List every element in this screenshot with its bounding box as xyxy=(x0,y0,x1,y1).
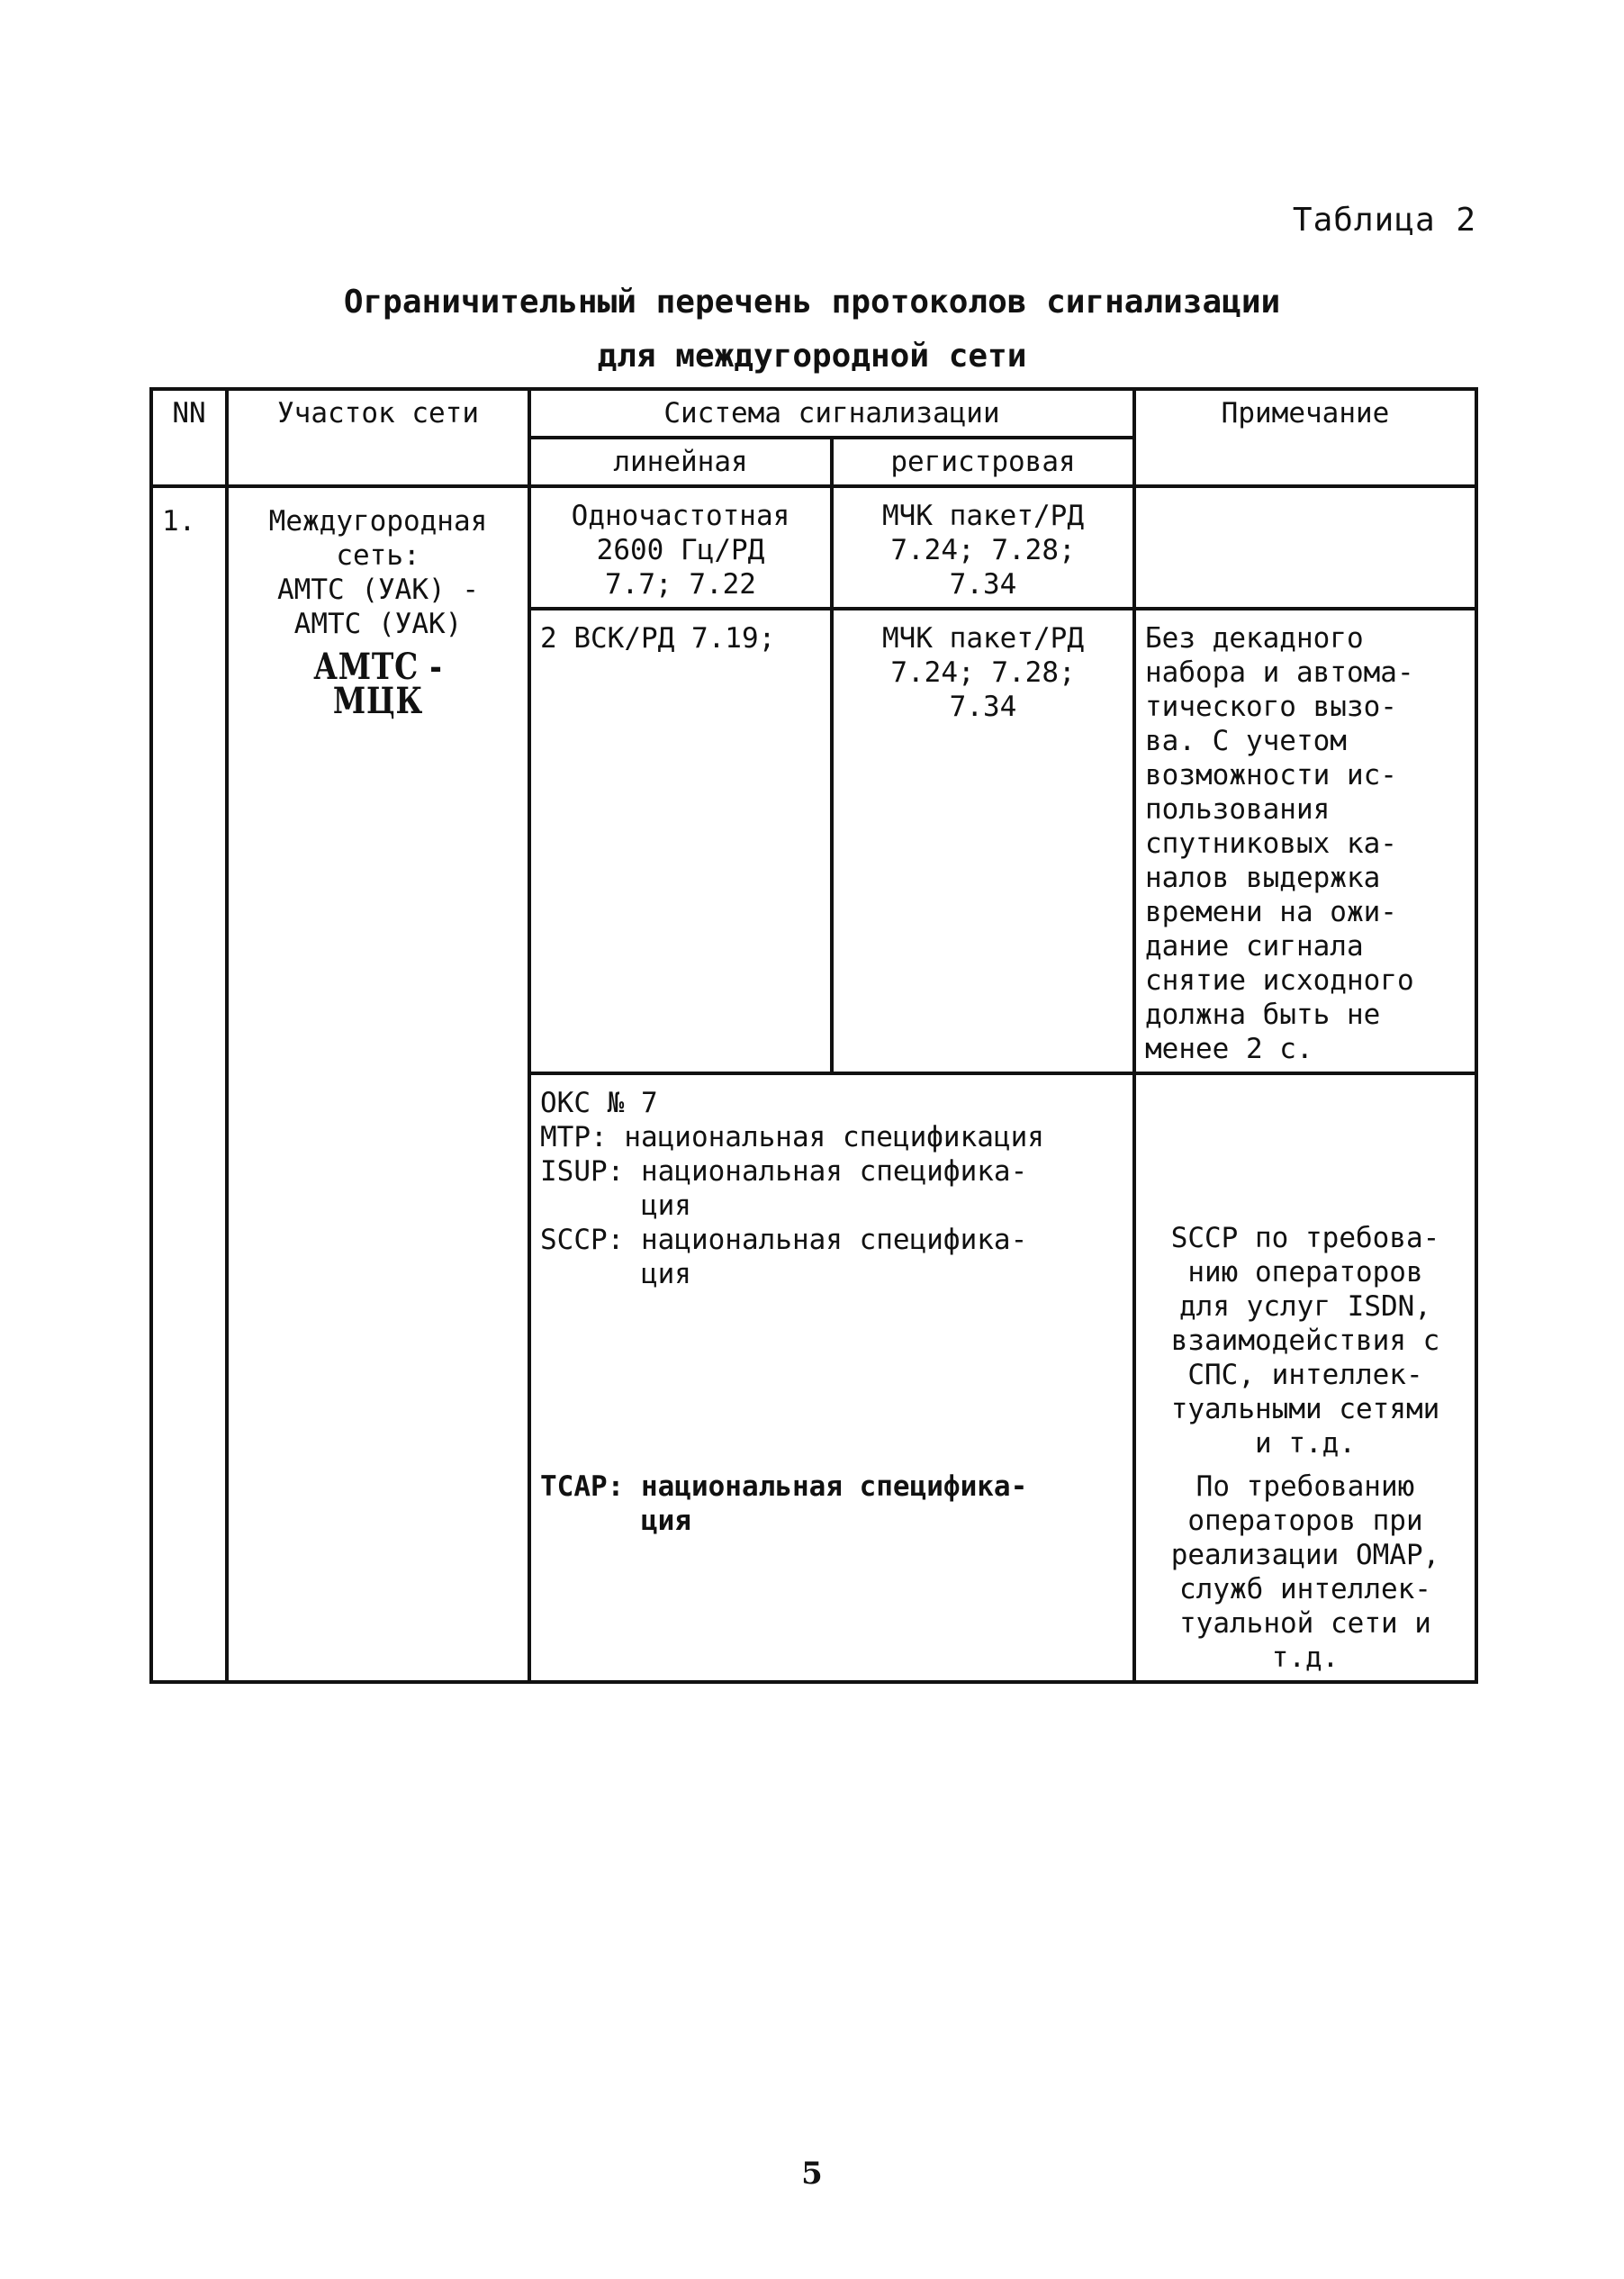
linear-line: 2600 Гц/РД xyxy=(596,534,765,566)
note-line: пользования xyxy=(1145,793,1331,826)
oks7-note-cell xyxy=(1134,1073,1476,1466)
linear-cell-2 xyxy=(529,609,832,1073)
header-note: Примечание xyxy=(1134,389,1476,486)
note-line: времени на ожи- xyxy=(1145,896,1397,928)
tcap-note-cell xyxy=(1134,1466,1476,1682)
signaling-protocols-table xyxy=(149,387,1478,1684)
linear-line: 2 ВСК/РД 7.19; xyxy=(540,622,776,655)
linear-line: 7.7; 7.22 xyxy=(605,568,756,601)
register-line: МЧК пакет/РД xyxy=(882,500,1084,532)
tcap-line: ция xyxy=(540,1505,691,1537)
note-line: снятие исходного xyxy=(1145,964,1414,997)
note-line: нию операторов xyxy=(1187,1256,1423,1289)
linear-line: Одночастотная xyxy=(571,500,790,532)
oks-line: ISUP: национальная специфика- xyxy=(540,1155,1028,1188)
note-line: SCCP по требова- xyxy=(1170,1222,1440,1254)
note-line: возможности ис- xyxy=(1145,759,1397,791)
row-number: 1. xyxy=(151,486,227,1682)
section-line: Междугородная xyxy=(268,505,488,538)
register-line: МЧК пакет/РД xyxy=(882,622,1084,655)
note-line: Без декадного xyxy=(1145,622,1364,655)
note-line: для услуг ISDN, xyxy=(1179,1290,1431,1323)
note-line: служб интеллек- xyxy=(1179,1573,1431,1605)
register-line: 7.34 xyxy=(949,568,1017,601)
note-line: операторов при xyxy=(1187,1505,1423,1537)
tcap-line: TCAP: национальная специфика- xyxy=(540,1470,1028,1503)
note-line: ва. С учетом xyxy=(1145,725,1347,757)
document-heading xyxy=(0,276,1624,384)
oks-line: ция xyxy=(540,1189,691,1222)
note-line: спутниковых ка- xyxy=(1145,827,1397,860)
note-line: и т.д. xyxy=(1255,1427,1356,1460)
oks-line: ция xyxy=(540,1258,691,1290)
note-line: налов выдержка xyxy=(1145,862,1381,894)
table-row xyxy=(151,486,1476,609)
oks7-cell xyxy=(529,1073,1134,1466)
table-caption: Таблица 2 xyxy=(1292,202,1476,239)
network-section-cell xyxy=(227,486,529,1682)
section-line: АМТС (УАК) xyxy=(293,608,463,640)
header-nn: NN xyxy=(151,389,227,486)
heading-line-2: для междугородной сети xyxy=(597,338,1027,375)
register-cell-2 xyxy=(832,609,1134,1073)
tcap-cell xyxy=(529,1466,1134,1682)
note-line: дание сигнала xyxy=(1145,930,1364,963)
note-line: менее 2 с. xyxy=(1145,1033,1313,1065)
note-line: взаимодействия с xyxy=(1170,1325,1440,1357)
header-linear: линейная xyxy=(529,438,832,486)
note-line: По требованию xyxy=(1195,1470,1415,1503)
header-signaling-system: Система сигнализации xyxy=(529,389,1134,438)
note-cell-1 xyxy=(1134,486,1476,609)
register-line: 7.34 xyxy=(949,691,1017,723)
note-line: должна быть не xyxy=(1145,999,1381,1031)
table-header-row xyxy=(151,389,1476,438)
section-line: сеть: xyxy=(336,539,420,572)
register-line: 7.24; 7.28; xyxy=(890,534,1076,566)
handwritten-annotation: АМТС - МЦК xyxy=(313,646,443,722)
header-section: Участок сети xyxy=(227,389,529,486)
note-line: набора и автома- xyxy=(1145,656,1414,689)
oks-line: ОКС № 7 xyxy=(540,1087,658,1119)
section-line: АМТС (УАК) - xyxy=(277,574,479,606)
register-line: 7.24; 7.28; xyxy=(890,656,1076,689)
note-cell-2 xyxy=(1134,609,1476,1073)
note-line: тического вызо- xyxy=(1145,691,1397,723)
note-line: туальной сети и xyxy=(1179,1607,1431,1640)
header-register: регистровая xyxy=(832,438,1134,486)
register-cell-1 xyxy=(832,486,1134,609)
note-line: СПС, интеллек- xyxy=(1187,1359,1423,1391)
linear-cell-1 xyxy=(529,486,832,609)
note-line: реализации ОМАР, xyxy=(1170,1539,1440,1571)
oks-line: SCCP: национальная специфика- xyxy=(540,1224,1028,1256)
note-line: т.д. xyxy=(1271,1641,1340,1674)
heading-line-1: Ограничительный перечень протоколов сигнализации xyxy=(343,284,1281,321)
page-number: 5 xyxy=(801,2156,823,2192)
oks-line: МТР: национальная спецификация xyxy=(540,1121,1044,1153)
note-line: туальными сетями xyxy=(1170,1393,1440,1425)
